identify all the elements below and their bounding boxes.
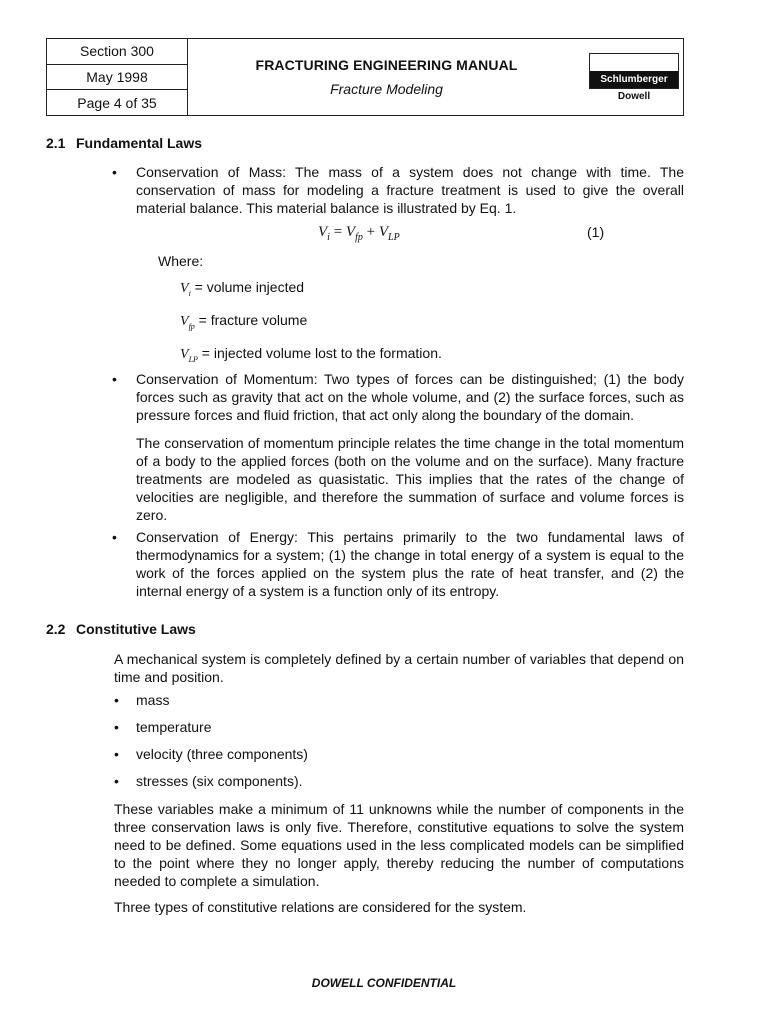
issue-date: May 1998 bbox=[47, 64, 187, 90]
constitutive-paragraph-2: These variables make a minimum of 11 unknowns while the number of components in the three conservation laws is only five. Therefore, constitutive equations to solve the system need to be defined. Some equations used in the less complicated models can be simplified to the point where they no longer apply, thereby reducing the number of computations needed to complete a simulation. bbox=[114, 801, 684, 890]
logo-subtitle: Dowell bbox=[617, 90, 651, 102]
section-2-1-title: Fundamental Laws bbox=[76, 135, 203, 151]
equation-expression bbox=[318, 223, 400, 247]
where-definition: = fracture volume bbox=[194, 311, 308, 328]
eq-lhs: V bbox=[318, 224, 328, 240]
logo-name: Schlumberger bbox=[590, 71, 678, 88]
constitutive-intro: A mechanical system is completely defined by a certain number of variables that depend on time and position. bbox=[114, 651, 684, 686]
bullet-dot: • bbox=[112, 529, 117, 546]
manual-title: FRACTURING ENGINEERING MANUAL bbox=[255, 57, 518, 73]
variable-item bbox=[46, 691, 684, 709]
eq-lhs-sub: i bbox=[327, 232, 330, 243]
eq-term2-sub: LP bbox=[388, 232, 400, 243]
bullet-dot: • bbox=[114, 692, 119, 709]
variable-item bbox=[46, 772, 684, 790]
eq-term1-sub: fp bbox=[355, 232, 363, 243]
where-label: Where: bbox=[158, 253, 204, 269]
section-2-2-number: 2.2 bbox=[46, 621, 66, 638]
where-definition: = injected volume lost to the formation. bbox=[197, 344, 442, 361]
variable-text: velocity (three components) bbox=[136, 746, 308, 763]
page-number: Page 4 of 35 bbox=[47, 89, 187, 115]
momentum-bullet bbox=[46, 370, 684, 424]
bullet-dot: • bbox=[114, 719, 119, 736]
where-item bbox=[180, 311, 684, 336]
eq-plus: + bbox=[362, 224, 379, 240]
where-symbol: $V_{LP}$ bbox=[180, 346, 198, 364]
energy-text: Conservation of Energy: This pertains primarily to the two fundamental laws of thermodynamics for a system; (1) the change in total energy of a system is equal to the work of the forces applied on the system plus the rate of heat transfer, and (2) the internal energy of a system is a function only of its entropy. bbox=[136, 529, 684, 600]
momentum-paragraph-2: The conservation of momentum principle relates the time change in the total momentum of a body to the applied forces (both on the volume and on the surface). Many fracture treatments are modeled as quasistatic. This implies that the rates of the change of velocities are negligible, and therefore the summation of surface and volume forces is zero. bbox=[136, 435, 684, 524]
eq-term2: V bbox=[378, 224, 389, 240]
where-item bbox=[180, 344, 684, 369]
bullet-dot: • bbox=[114, 746, 119, 763]
equation-1 bbox=[46, 217, 684, 243]
mass-bullet bbox=[46, 163, 684, 217]
page-body bbox=[46, 134, 684, 916]
variable-item bbox=[46, 745, 684, 763]
eq-term1: V bbox=[345, 224, 356, 240]
logo-top-band bbox=[590, 54, 678, 71]
header-title-block bbox=[188, 39, 585, 115]
section-2-1-number: 2.1 bbox=[46, 135, 66, 151]
energy-bullet bbox=[46, 528, 684, 600]
constitutive-paragraph-3: Three types of constitutive relations are considered for the system. bbox=[114, 899, 527, 916]
section-2-1-heading bbox=[46, 134, 684, 152]
bullet-dot: • bbox=[114, 773, 119, 790]
section-2-2-title: Constitutive Laws bbox=[76, 621, 196, 638]
variable-item bbox=[46, 718, 684, 736]
bullet-dot: • bbox=[112, 164, 117, 180]
section-2-2-heading bbox=[46, 620, 684, 638]
manual-subtitle: Fracture Modeling bbox=[330, 81, 443, 97]
mass-text: Conservation of Mass: The mass of a system does not change with time. The conservation of mass for modeling a fracture treatment is used to give the overall material balance. This material balance is illustrated by Eq. 1. bbox=[136, 164, 684, 216]
bullet-dot: • bbox=[112, 371, 117, 388]
company-logo bbox=[585, 39, 683, 115]
page-header bbox=[46, 38, 684, 116]
eq-equals: = bbox=[329, 224, 346, 240]
variable-text: temperature bbox=[136, 719, 212, 736]
equation-number: (1) bbox=[587, 224, 605, 240]
momentum-text: Conservation of Momentum: Two types of forces can be distinguished; (1) the body forces such as gravity that act on the whole volume, and (2) the surface forces, such as pressure forces and fluid friction, that act only along the boundary of the domain. bbox=[136, 371, 684, 424]
where-definition: = volume injected bbox=[190, 279, 305, 295]
header-info-block bbox=[47, 39, 188, 115]
variable-text: stresses (six components). bbox=[136, 773, 303, 790]
where-item bbox=[180, 278, 684, 303]
confidential-footer: DOWELL CONFIDENTIAL bbox=[311, 976, 457, 990]
variable-text: mass bbox=[136, 692, 170, 709]
section-number: Section 300 bbox=[80, 43, 154, 60]
logo-frame bbox=[589, 53, 679, 89]
where-symbol: $V_i$ bbox=[180, 281, 191, 298]
where-list bbox=[46, 278, 684, 368]
where-symbol: $V_{fp}$ bbox=[180, 313, 195, 331]
